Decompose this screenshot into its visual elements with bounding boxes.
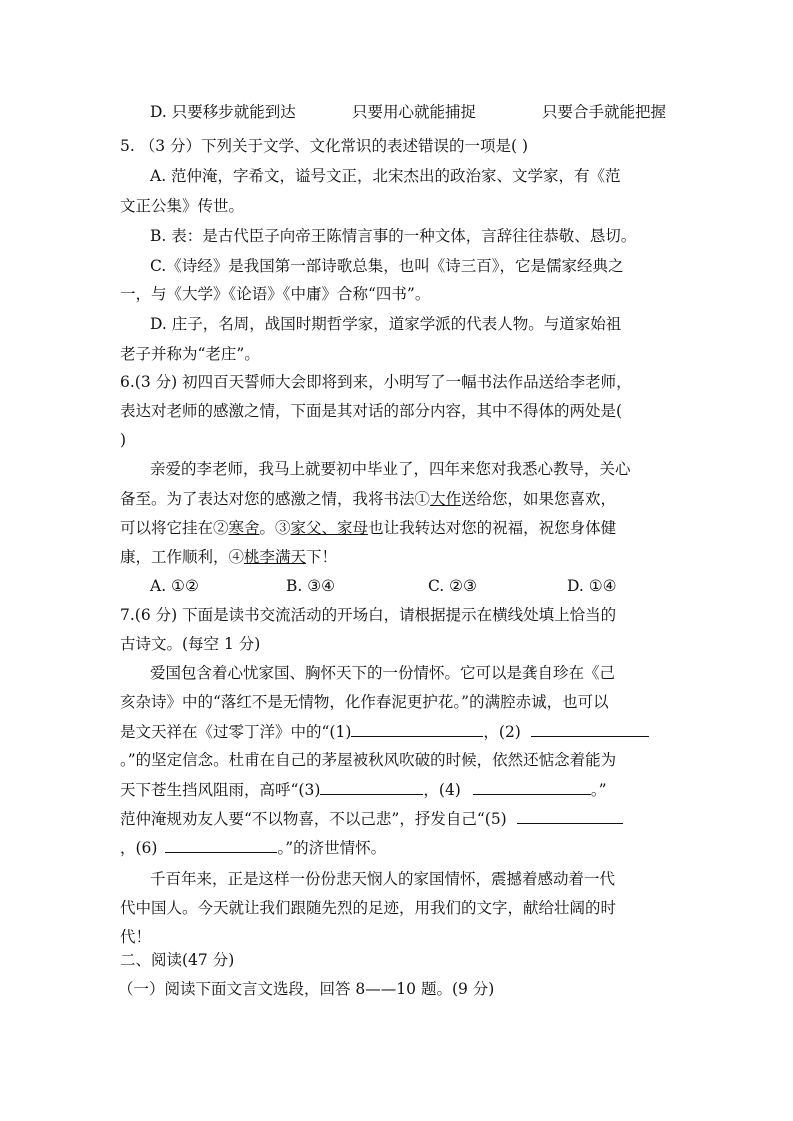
- q7-passage-text: 。”的济世情怀。: [277, 839, 387, 857]
- q5-option-c-line1: C.《诗经》是我国第一部诗歌总集，也叫《诗三百》，它是儒家经典之: [150, 257, 624, 275]
- q5-option-a-line1: A. 范仲淹，字希文，谥号文正，北宋杰出的政治家、文学家，有《范: [150, 167, 621, 185]
- q7-closing-line2: 代中国人。今天就让我们跟随先烈的足迹，用我们的文字，献给壮阔的时: [120, 899, 617, 917]
- q7-passage-line1: 爱国包含着心忧家国、胸怀天下的一份情怀。它可以是龚自珍在《己: [150, 664, 616, 682]
- q6-passage-line4: [120, 547, 337, 567]
- q7-passage-text: 是文天祥在《过零丁洋》中的“(1): [120, 723, 352, 741]
- q7-stem-line2: 古诗文。(每空 1 分): [120, 635, 261, 653]
- q7-closing-line3: 代！: [120, 928, 152, 946]
- q6-option-d: D. ①④: [567, 577, 617, 595]
- q6-passage-line2: [120, 489, 616, 509]
- q7-blank-6[interactable]: [165, 837, 277, 853]
- q7-blank-1[interactable]: [351, 721, 483, 737]
- q6-passage-text: 下！: [306, 548, 338, 566]
- q6-passage-line3: [120, 518, 616, 538]
- q7-passage-text: ，(2): [483, 723, 521, 741]
- q4-option-d-mid: 只要用心就能捕捉: [352, 103, 477, 121]
- q4-option-d-right: 只要合手就能把握: [542, 103, 667, 121]
- q5-option-c-line2: 一，与《大学》《论语》《中庸》合称“四书”。: [120, 285, 431, 303]
- q6-option-b: B. ③④: [286, 577, 336, 595]
- q6-passage-text: 康，工作顺利，④: [120, 548, 245, 566]
- q7-closing-line1: 千百年来，正是这样一份份悲天悯人的家国情怀，震撼着感动着一代: [150, 870, 616, 888]
- q7-passage-line4: 。”的坚定信念。杜甫在自己的茅屋被秋风吹破的时候，依然还惦念着能为: [120, 751, 617, 769]
- q7-passage-line6: [120, 808, 623, 829]
- q6-passage-text: 送给您，如果您喜欢，: [461, 490, 617, 508]
- q7-blank-4[interactable]: [473, 779, 591, 795]
- q4-option-d: [150, 102, 296, 122]
- q4-option-d-left: D. 只要移步就能到达: [150, 103, 296, 121]
- q6-passage-line1: 亲爱的李老师，我马上就要初中毕业了，四年来您对我悉心教导，关心: [150, 460, 631, 478]
- q7-blank-3[interactable]: [320, 779, 423, 795]
- q7-passage-text: ，(4): [423, 781, 461, 799]
- q5-option-a-line2: 文正公集》传世。: [120, 197, 245, 215]
- q6-option-c: C. ②③: [428, 577, 477, 595]
- q6-underlined-phrase-1: 大作: [430, 490, 462, 508]
- q7-blank-2[interactable]: [531, 721, 649, 737]
- q7-passage-line3: [120, 721, 649, 742]
- q6-underlined-phrase-3: 家父、家母: [290, 519, 369, 537]
- q7-passage-line2: 亥杂诗》中的“落红不是无情物，化作春泥更护花。”的满腔赤诚，也可以: [120, 693, 609, 711]
- q6-underlined-phrase-2: 寒舍: [228, 519, 260, 537]
- q7-passage-text: 范仲淹规劝友人要“不以物喜，不以己悲”，抒发自己“(5): [120, 810, 507, 828]
- q6-passage-text: 备至。为了表达对您的感激之情，我将书法①: [120, 490, 431, 508]
- q6-passage-text: 。③: [259, 519, 291, 537]
- q6-stem-line2: 表达对老师的感激之情，下面是其对话的部分内容，其中不得体的两处是(: [120, 402, 623, 420]
- q6-passage-text: 可以将它挂在②: [120, 519, 229, 537]
- q6-stem-line3: ): [120, 431, 127, 449]
- q6-stem-line1: 6.(3 分) 初四百天誓师大会即将到来，小明写了一幅书法作品送给李老师，: [120, 373, 632, 391]
- q5-option-b: B. 表：是古代臣子向帝王陈情言事的一种文体，言辞往往恭敬、恳切。: [150, 227, 637, 245]
- q7-passage-text: ，(6): [120, 839, 158, 857]
- q7-passage-line5: [120, 779, 607, 800]
- section2-title: 二、阅读(47 分): [120, 951, 235, 969]
- q5-option-d-line2: 老子并称为“老庄”。: [120, 345, 260, 363]
- q6-underlined-phrase-4: 桃李满天: [244, 548, 307, 566]
- q7-stem-line1: 7.(6 分) 下面是读书交流活动的开场白，请根据提示在横线处填上恰当的: [120, 606, 617, 624]
- q7-blank-5[interactable]: [517, 808, 623, 824]
- q7-passage-line7: [120, 837, 386, 858]
- q6-option-a: A. ①②: [150, 577, 199, 595]
- q5-option-d-line1: D. 庄子，名周，战国时期哲学家，道家学派的代表人物。与道家始祖: [150, 315, 622, 333]
- q5-stem: 5. （3 分）下列关于文学、文化常识的表述错误的一项是( ): [120, 137, 529, 155]
- q7-passage-text: 。”: [590, 781, 607, 799]
- q7-passage-text: 天下苍生挡风阻雨，高呼“(3): [120, 781, 321, 799]
- q6-passage-text: 也让我转达对您的祝福，祝您身体健: [368, 519, 617, 537]
- section2-subtitle: （一）阅读下面文言文选段，回答 8——10 题。(9 分): [118, 980, 495, 998]
